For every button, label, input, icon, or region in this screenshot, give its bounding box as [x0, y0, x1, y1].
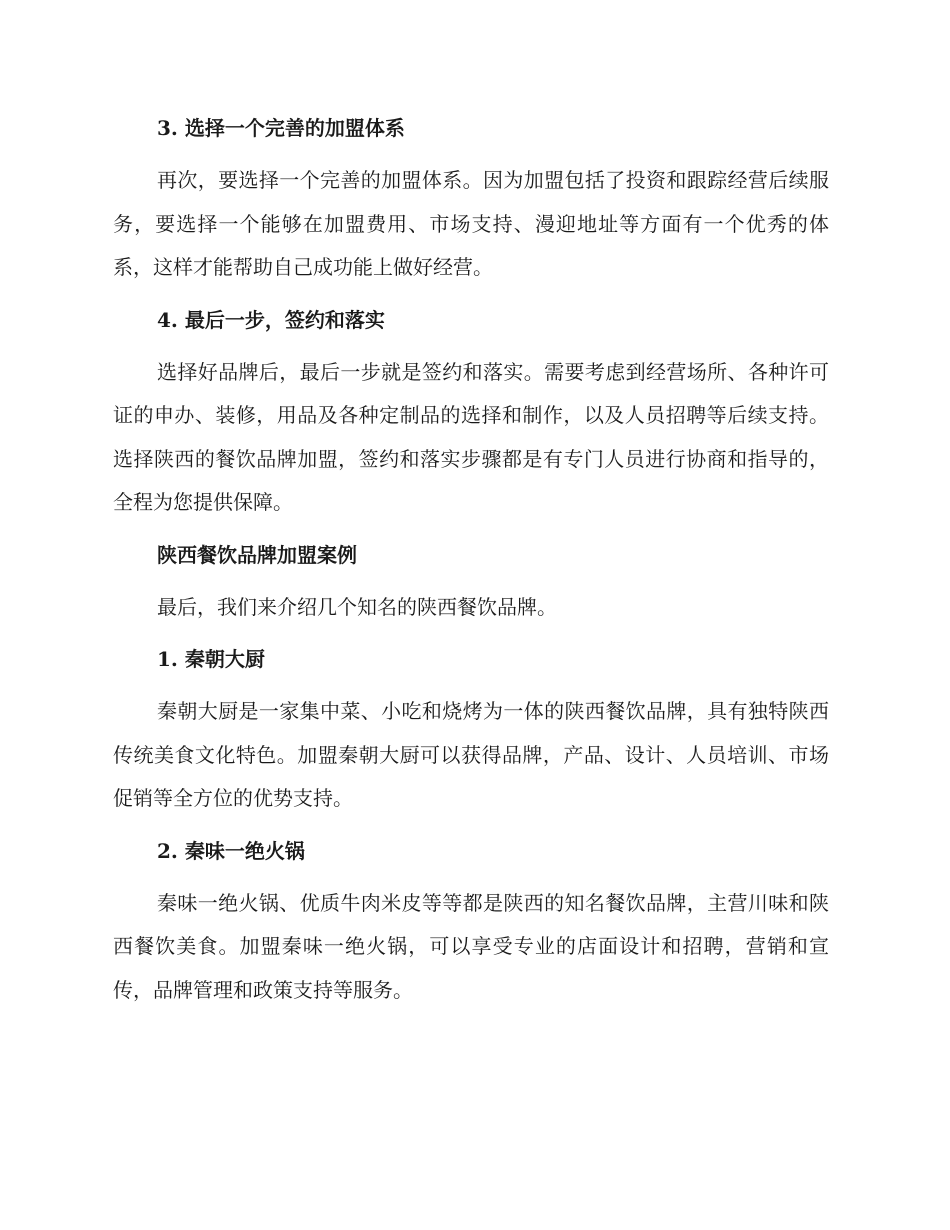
section-heading-franchise-cases: 陕西餐饮品牌加盟案例: [157, 542, 357, 567]
section-heading-sign-and-implement: 4. 最后一步，签约和落实: [157, 307, 385, 332]
paragraph-franchise-system: 再次，要选择一个完善的加盟体系。因为加盟包括了投资和跟踪经营后续服务，要选择一个能够在加盟费用、市场支持、漫迎地址等方面有一个优秀的体系，这样才能帮助自己成功能上做好经营。: [113, 168, 829, 279]
paragraph-cases-intro: 最后，我们来介绍几个知名的陕西餐饮品牌。: [157, 594, 557, 619]
document-page: [113, 108, 829, 1012]
section-heading-franchise-system: 3. 选择一个完善的加盟体系: [157, 116, 405, 140]
section-heading-qinchao-dachu: 1. 秦朝大厨: [157, 647, 265, 671]
paragraph-qinwei-hotpot: 秦味一绝火锅、优质牛肉米皮等等都是陕西的知名餐饮品牌，主营川味和陕西餐饮美食。加盟秦味一绝火锅，可以享受专业的店面设计和招聘，营销和宣传，品牌管理和政策支持等服务。: [113, 890, 829, 1002]
paragraph-sign-and-implement: 选择好品牌后，最后一步就是签约和落实。需要考虑到经营场所、各种许可证的申办、装修，用品及各种定制品的选择和制作，以及人员招聘等后续支持。选择陕西的餐饮品牌加盟，签约和落实步骤都是有专门人员进行协商和指导的，全程为您提供保障。: [113, 359, 829, 514]
paragraph-qinchao-dachu: 秦朝大厨是一家集中菜、小吃和烧烤为一体的陕西餐饮品牌，具有独特陕西传统美食文化特色。加盟秦朝大厨可以获得品牌，产品、设计、人员培训、市场促销等全方位的优势支持。: [113, 699, 829, 810]
section-heading-qinwei-hotpot: 2. 秦味一绝火锅: [157, 838, 305, 863]
